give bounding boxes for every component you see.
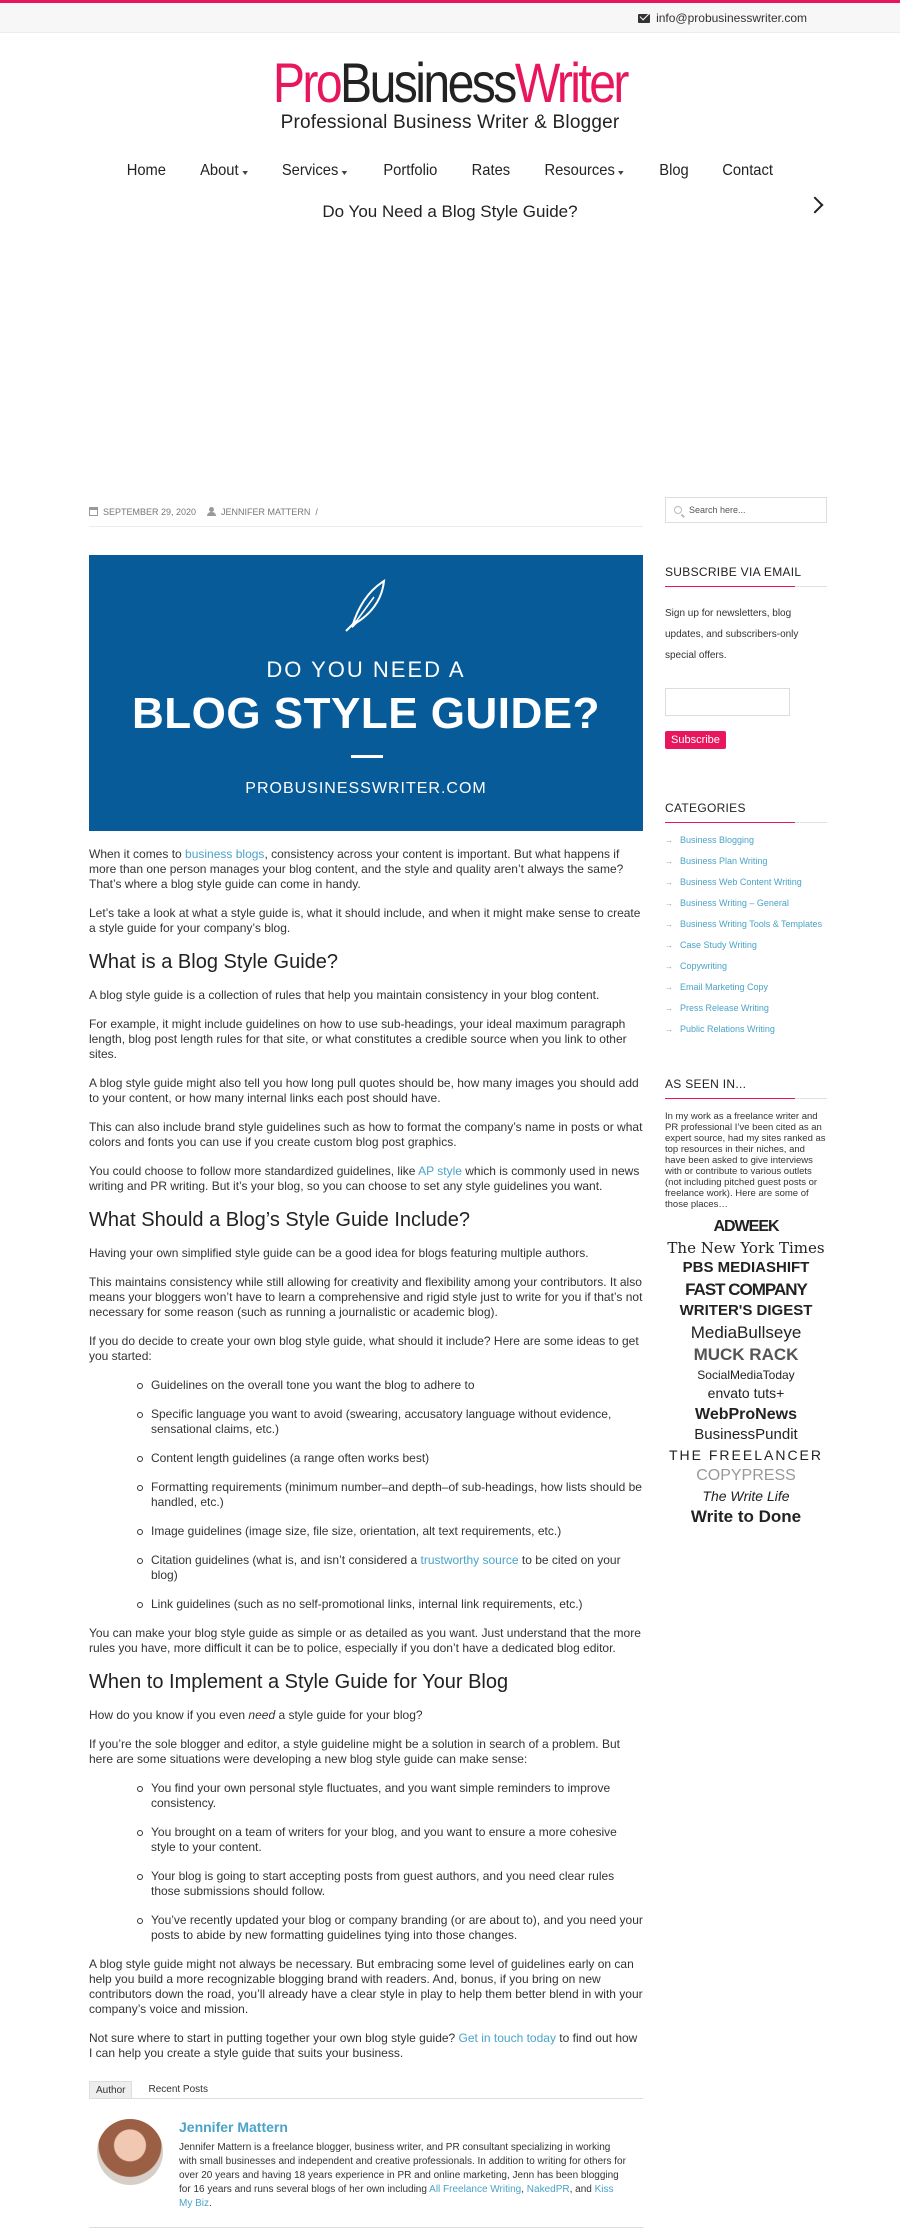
trustworthy-source-link[interactable]: trustworthy source: [420, 1553, 519, 1567]
search-input[interactable]: Search here...: [689, 505, 746, 515]
pbs-mediashift-logo: PBS MEDIASHIFT: [682, 1259, 810, 1277]
nav-home-label[interactable]: Home: [126, 162, 166, 179]
paragraph: This can also include brand style guidelines such as how to format the company’s name in posts or what colors and fonts you can use if you create custom blog post graphics.: [89, 1120, 643, 1149]
avatar: [97, 2119, 163, 2185]
write-to-done-logo: Write to Done: [690, 1507, 802, 1527]
text: a style guide for your blog?: [275, 1708, 423, 1722]
ideas-list: [151, 1378, 643, 1612]
category-link[interactable]: → Public Relations Writing: [665, 1024, 827, 1035]
page-title-bar: [0, 202, 900, 222]
logo-tagline: Professional Business Writer & Blogger: [280, 112, 620, 133]
paragraph: This maintains consistency while still allowing for creativity and flexibility among your contributors. It also means your bloggers won’t have to learn a comprehensive and rigid style just to write for you if that’s not necessary for some reason (such as running a journalistic or academic blog).: [89, 1275, 643, 1319]
nakedpr-link[interactable]: NakedPR: [526, 2184, 570, 2195]
nav-resources-label[interactable]: Resources: [544, 162, 616, 179]
contact-email-text[interactable]: info@probusinesswriter.com: [656, 11, 807, 25]
paragraph: A blog style guide might also tell you how long pull quotes should be, how many images you should add to your content, or how many internal links each post should have.: [89, 1076, 639, 1105]
text: , consistency across your content is important. But what happens if more than one person manages your blog content, and the style and quality aren’t always the same? That’s where a blog style guide can come in handy.: [89, 847, 624, 891]
tab-recent-posts[interactable]: Recent Posts: [148, 2084, 208, 2095]
email-field[interactable]: [665, 688, 790, 716]
category-link[interactable]: → Copywriting: [665, 961, 827, 972]
text: .: [209, 2198, 212, 2209]
tab-author[interactable]: Author: [89, 2081, 132, 2098]
paragraph: [89, 847, 643, 892]
sidebar: [665, 497, 827, 1531]
text: Not sure where to start in putting together your own blog style guide?: [89, 2031, 459, 2045]
list-item: Link guidelines (such as no self-promotional links, internal link requirements, etc.): [151, 1597, 643, 1612]
category-link[interactable]: → Business Writing Tools & Templates: [665, 919, 827, 930]
logo-pro: Pro: [272, 51, 341, 114]
list-item: You’ve recently updated your blog or company branding (or are about to), and you need your posts to abide by new formatting guidelines tying into those changes.: [151, 1913, 643, 1942]
search-box[interactable]: [665, 497, 827, 523]
category-link[interactable]: → Business Plan Writing: [665, 856, 827, 867]
as-seen-in-text: In my work as a freelance writer and PR professional I’ve been cited as an expert source, had my sites ranked as top resources in their niches, and have been asked to give interviews with or contribute to various outlets (not including pitched guest posts or freelance work). Here are some of those places…: [665, 1111, 826, 1210]
paragraph: A blog style guide might not always be necessary. But embracing some level of guidelines early on can help you build a more recognizable blogging brand with readers. And, bonus, if you bring on new contributors down the road, you’ll already have a clear style in play to help them better blend in with your company’s voice and mission.: [89, 1957, 643, 2016]
mediabullseye-logo: MediaBullseye: [690, 1322, 802, 1342]
nav-blog-label[interactable]: Blog: [659, 162, 689, 179]
author-details: [89, 2119, 643, 2211]
list-item: Formatting requirements (minimum number–and depth–of sub-headings, how lists should be handled, etc.): [151, 1480, 642, 1509]
nav-contact-label[interactable]: Contact: [722, 162, 773, 179]
paragraph: [89, 1708, 643, 1723]
logo-wordmark[interactable]: [272, 51, 628, 114]
contact-email[interactable]: [638, 11, 807, 25]
get-in-touch-link[interactable]: Get in touch today: [458, 2031, 556, 2045]
main-content: [89, 497, 643, 2228]
subscribe-title: SUBSCRIBE VIA EMAIL: [665, 565, 827, 587]
nav-services[interactable]: [269, 162, 362, 180]
business-blogs-link[interactable]: business blogs: [185, 847, 265, 861]
situations-list: [151, 1781, 643, 1943]
envelope-icon: [638, 14, 650, 23]
nav-rates-label[interactable]: Rates: [471, 162, 510, 179]
site-logo[interactable]: [0, 51, 900, 133]
list-item: Guidelines on the overall tone you want the blog to adhere to: [151, 1378, 643, 1393]
press-logos: [665, 1218, 827, 1527]
nav-contact[interactable]: [708, 162, 786, 180]
top-bar: [0, 3, 900, 33]
author-name[interactable]: Jennifer Mattern: [179, 2119, 288, 2135]
paragraph: If you do decide to create your own blog style guide, what should it include? Here are some ideas to get you started:: [89, 1334, 639, 1363]
nav-services-label[interactable]: Services: [282, 162, 339, 179]
text: Jennifer Mattern is a freelance blogger, business writer, and PR consultant specializing in working with small businesses and independent and creative professionals. In addition to writing for others for over 20 years and having 18 years experience in PR and online marketing, Jenn has been blogging for 16 years and runs several blogs of her own including: [179, 2142, 626, 2195]
envato-logo: envato tuts+: [707, 1385, 785, 1402]
featured-image: [89, 555, 643, 831]
feather-icon: [344, 577, 388, 633]
emphasis: need: [248, 1708, 276, 1722]
text: How do you know if you even: [89, 1708, 249, 1722]
list-item: [151, 1553, 643, 1583]
logo-writer: Writer: [514, 51, 628, 114]
nyt-logo: The New York Times: [667, 1238, 825, 1257]
fast-company-logo: FAST COMPANY: [685, 1279, 807, 1299]
author-text: [179, 2119, 629, 2211]
write-life-logo: The Write Life: [702, 1487, 790, 1504]
post-date: SEPTEMBER 29, 2020: [103, 506, 197, 517]
list-item: Image guidelines (image size, file size, orientation, alt text requirements, etc.): [151, 1524, 643, 1539]
paragraph: If you’re the sole blogger and editor, a style guideline might be a solution in search of a problem. But here are some situations were developing a new blog style guide can make sense:: [89, 1737, 620, 1766]
nav-portfolio-label[interactable]: Portfolio: [383, 162, 438, 179]
paragraph: [89, 2031, 643, 2061]
text: to be cited on your blog): [151, 1553, 621, 1582]
categories-list: [665, 835, 827, 1035]
page-title: Do You Need a Blog Style Guide?: [322, 202, 578, 221]
freelancer-logo: THE FREELANCER: [668, 1446, 824, 1463]
hero-line2: BLOG STYLE GUIDE?: [131, 689, 601, 738]
paragraph: Having your own simplified style guide can be a good idea for blogs featuring multiple authors.: [89, 1246, 589, 1260]
as-seen-in-title: AS SEEN IN...: [665, 1077, 827, 1099]
text: You could choose to follow more standardized guidelines, like: [89, 1164, 419, 1178]
paragraph: You can make your blog style guide as simple or as detailed as you want. Just understand that the more rules you have, more difficult it can be to police, especially if you don’t have a dedicated blog editor.: [89, 1626, 641, 1655]
nav-about-label[interactable]: About: [199, 162, 239, 179]
paragraph: A blog style guide is a collection of rules that help you maintain consistency in your blog content.: [89, 988, 600, 1002]
nav-blog[interactable]: [645, 162, 702, 180]
user-icon: [207, 507, 216, 516]
text: which is commonly used in news writing and PR writing. But it’s your blog, so you can choose to set any style guidelines you want.: [89, 1164, 640, 1193]
category-link[interactable]: → Email Marketing Copy: [665, 982, 827, 993]
main-nav: [0, 162, 900, 180]
category-link[interactable]: → Business Web Content Writing: [665, 877, 827, 888]
nav-rates[interactable]: [457, 162, 523, 180]
all-freelance-writing-link[interactable]: All Freelance Writing: [429, 2184, 522, 2195]
ap-style-link[interactable]: AP style: [418, 1164, 462, 1178]
post-author[interactable]: JENNIFER MATTERN: [221, 506, 311, 517]
category-link[interactable]: → Business Blogging: [665, 835, 827, 846]
category-link[interactable]: → Case Study Writing: [665, 940, 827, 951]
heading-when: When to Implement a Style Guide for Your Blog: [89, 1671, 509, 1693]
text: When it comes to: [89, 847, 186, 861]
logo-business: Business: [340, 51, 515, 114]
text: ,: [521, 2184, 527, 2195]
caret-down-icon: [619, 171, 625, 175]
list-item: Your blog is going to start accepting posts from guest authors, and you need clear rules those submissions should follow.: [151, 1869, 643, 1899]
heading-include: What Should a Blog’s Style Guide Include?: [89, 1209, 470, 1231]
post-meta: [89, 497, 643, 527]
search-icon[interactable]: [674, 506, 682, 514]
list-item: You find your own personal style fluctuates, and you want simple reminders to improve consistency.: [151, 1781, 643, 1811]
writers-digest-logo: WRITER'S DIGEST: [679, 1302, 813, 1320]
text: , and: [569, 2184, 595, 2195]
caret-down-icon: [242, 171, 248, 175]
calendar-icon: [89, 507, 98, 516]
paragraph: For example, it might include guidelines on how to use sub-headings, your ideal maximum paragraph length, blog post length rules for that site, or what constitutes a credible source when you link to other sites.: [89, 1017, 627, 1061]
caret-down-icon: [342, 171, 348, 175]
subscribe-button[interactable]: Subscribe: [665, 731, 726, 749]
category-link[interactable]: → Press Release Writing: [665, 1003, 827, 1014]
list-item: Content length guidelines (a range often works best): [151, 1451, 643, 1466]
nav-resources[interactable]: [531, 162, 638, 180]
adweek-logo: ADWEEK: [713, 1218, 779, 1235]
paragraph: Let’s take a look at what a style guide is, what it should include, and when it might make sense to create a style guide for your company’s blog.: [89, 906, 641, 935]
chevron-right-icon[interactable]: [807, 197, 824, 214]
muck-rack-logo: MUCK RACK: [693, 1345, 799, 1365]
subscribe-text: Sign up for newsletters, blog updates, and subscribers-only special offers.: [665, 608, 799, 661]
author-bio: [179, 2141, 629, 2211]
list-item: Specific language you want to avoid (swearing, accusatory language without evidence, sensational claims, etc.): [151, 1407, 643, 1437]
author-box: [89, 2081, 643, 2228]
nav-portfolio[interactable]: [369, 162, 451, 180]
category-link[interactable]: → Business Writing – General: [665, 898, 827, 909]
hero-line1: DO YOU NEED A: [266, 657, 466, 682]
nav-home[interactable]: [113, 162, 180, 180]
nav-about[interactable]: [186, 162, 261, 180]
categories-title: CATEGORIES: [665, 801, 827, 823]
paragraph: [89, 1164, 643, 1194]
businesspundit-logo: BusinessPundit: [694, 1426, 798, 1444]
heading-what-is: What is a Blog Style Guide?: [89, 951, 339, 973]
text: Citation guidelines (what is, and isn’t considered a: [151, 1553, 421, 1567]
socialmediatoday-logo: SocialMediaToday: [697, 1368, 795, 1383]
copypress-logo: COPYPRESS: [696, 1467, 796, 1485]
list-item: You brought on a team of writers for your blog, and you want to ensure a more cohesive style to your content.: [151, 1825, 643, 1855]
author-tabs: [89, 2081, 643, 2099]
meta-separator: /: [315, 506, 318, 517]
webpronews-logo: WebProNews: [695, 1405, 797, 1423]
hero-site: PROBUSINESSWRITER.COM: [245, 780, 487, 797]
article-body: [89, 847, 643, 2061]
kiss-my-biz-link[interactable]: Kiss My Biz: [179, 2184, 614, 2209]
text: to find out how I can help you create a style guide that suits your business.: [89, 2031, 638, 2060]
hero-divider: [351, 755, 383, 758]
